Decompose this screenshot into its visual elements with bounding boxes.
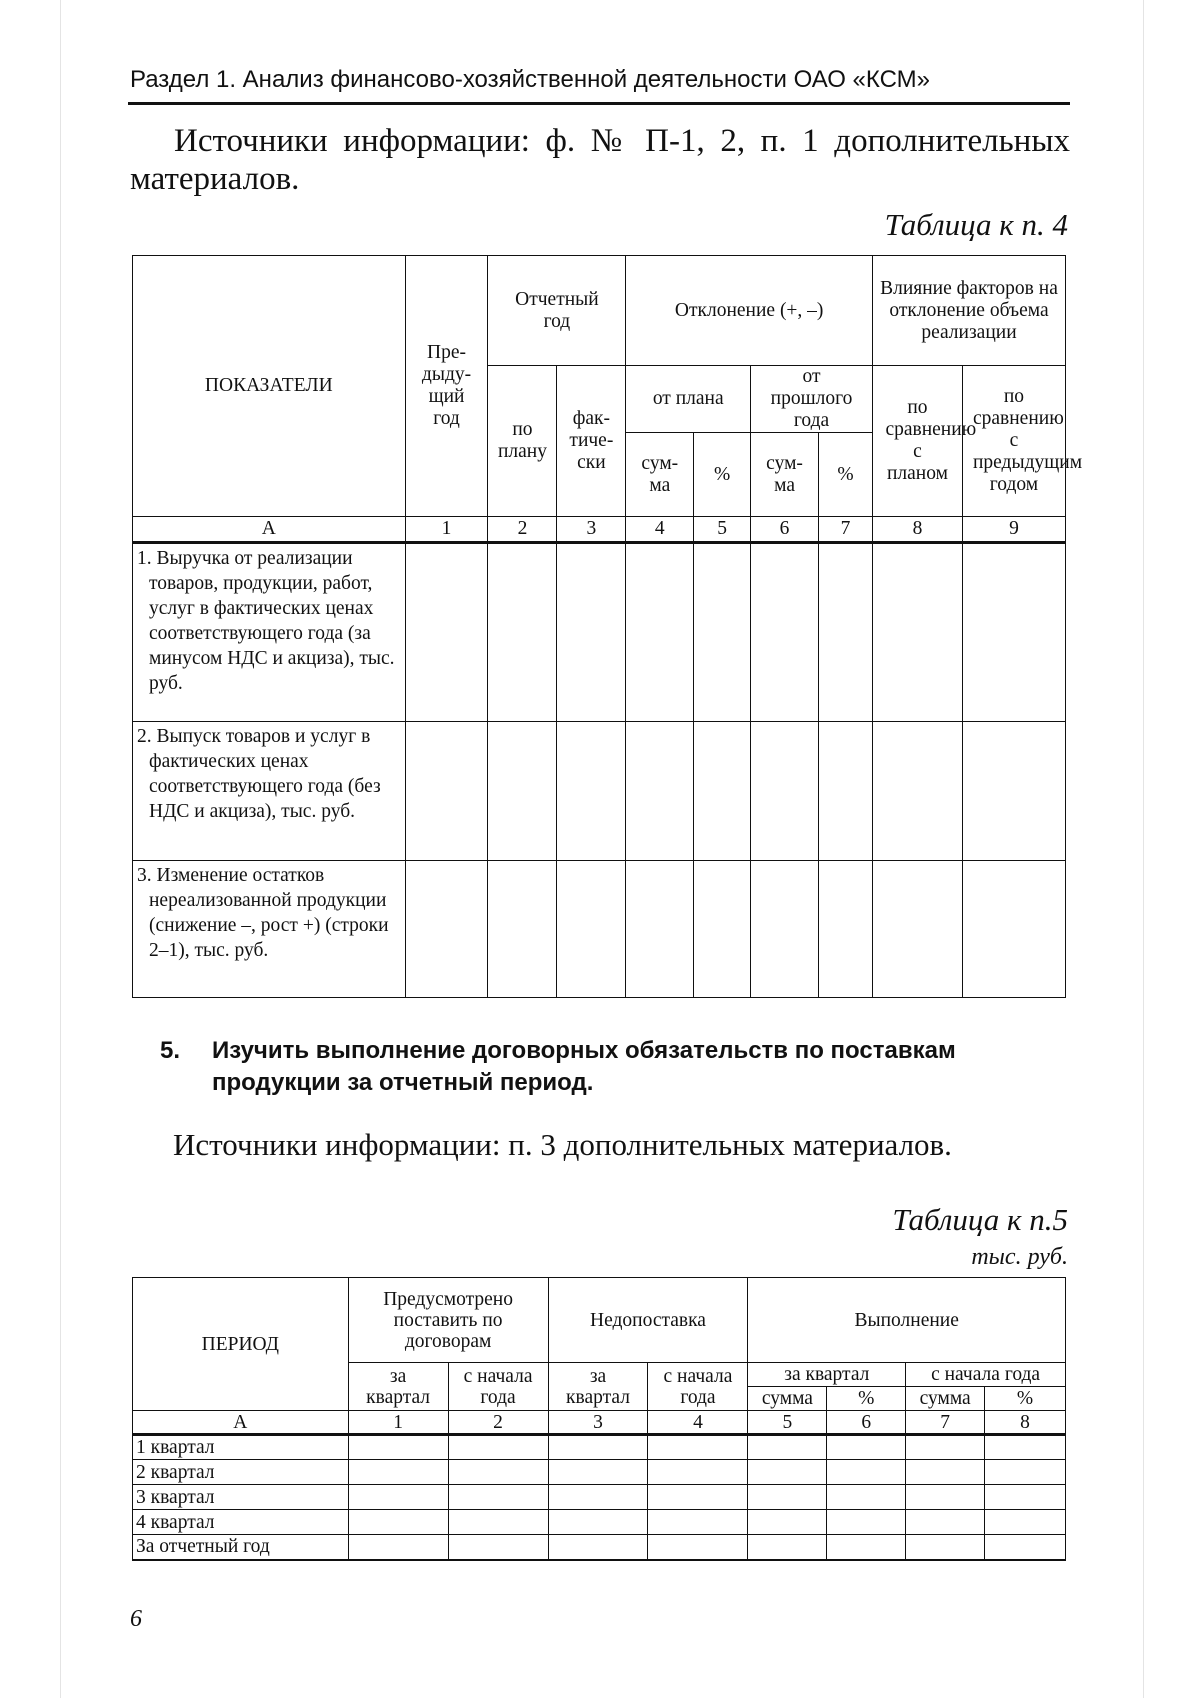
header-from-year-start: с начала года — [448, 1363, 548, 1411]
data-cell — [448, 1435, 548, 1460]
col-number: 4 — [648, 1411, 748, 1435]
data-cell — [694, 722, 751, 861]
row-label: 1. Выручка от реализации товаров, продукции, работ, услуг в фактических ценах соответствующего года (за минусом НДС и акциза), тыс. руб. — [133, 543, 406, 722]
data-cell — [827, 1535, 906, 1560]
header-sum-2: сум-ма — [751, 433, 819, 517]
col-number: 4 — [626, 517, 694, 543]
col-number: 3 — [557, 517, 626, 543]
header-from-plan: от плана — [626, 366, 751, 433]
header-from-year-start: с начала года — [648, 1363, 748, 1411]
data-cell — [827, 1460, 906, 1485]
data-cell — [626, 861, 694, 998]
header-pct-2: % — [819, 433, 873, 517]
data-cell — [648, 1510, 748, 1535]
table-5 — [132, 1277, 1066, 1561]
col-number: 6 — [827, 1411, 906, 1435]
col-number: 5 — [694, 517, 751, 543]
table-row — [133, 861, 1066, 998]
task-text: Изучить выполнение договорных обязательств по поставкам продукции за отчетный период. — [212, 1037, 956, 1096]
data-cell — [548, 1510, 648, 1535]
header-per-quarter: за квартал — [348, 1363, 448, 1411]
table-row — [133, 1510, 1066, 1535]
data-cell — [448, 1485, 548, 1510]
col-number: 6 — [751, 517, 819, 543]
row-label: 2 квартал — [133, 1460, 349, 1485]
data-cell — [348, 1485, 448, 1510]
row-label: 4 квартал — [133, 1510, 349, 1535]
header-sum-1: сум-ма — [626, 433, 694, 517]
data-cell — [748, 1510, 827, 1535]
data-cell — [906, 1535, 985, 1560]
data-cell — [985, 1460, 1066, 1485]
data-cell — [748, 1485, 827, 1510]
table-row — [133, 1460, 1066, 1485]
col-number: 8 — [985, 1411, 1066, 1435]
table-4 — [132, 255, 1083, 998]
header-rule — [128, 102, 1070, 105]
header-sum: сумма — [748, 1387, 827, 1411]
header-previous-year: Пре-дыду-щий год — [405, 256, 488, 517]
data-cell — [748, 1435, 827, 1460]
col-number: 1 — [405, 517, 488, 543]
data-cell — [348, 1460, 448, 1485]
header-per-quarter: за квартал — [748, 1363, 906, 1387]
header-per-quarter: за квартал — [548, 1363, 648, 1411]
data-cell — [557, 861, 626, 998]
table-row — [133, 722, 1066, 861]
col-number: 7 — [906, 1411, 985, 1435]
table-row — [133, 1435, 1066, 1460]
data-cell — [648, 1485, 748, 1510]
header-vs-plan: по сравнению с планом — [872, 366, 962, 517]
header-fulfillment: Выполнение — [748, 1278, 1066, 1363]
row-label: За отчетный год — [133, 1535, 349, 1560]
sources-paragraph-1: Источники информации: ф. № П-1, 2, п. 1 дополнительных материалов. — [130, 123, 1070, 197]
header-period: ПЕРИОД — [133, 1278, 349, 1411]
data-cell — [448, 1535, 548, 1560]
table5-unit: тыс. руб. — [971, 1244, 1068, 1270]
data-cell — [985, 1510, 1066, 1535]
data-cell — [962, 722, 1065, 861]
data-cell — [751, 861, 819, 998]
header-influence: Влияние факторов на отклонение объема реализации — [872, 256, 1065, 366]
data-cell — [557, 722, 626, 861]
data-cell — [819, 861, 873, 998]
table-row — [133, 1535, 1066, 1560]
header-from-year-start: с начала года — [906, 1363, 1066, 1387]
row-label: 2. Выпуск товаров и услуг в фактических ценах соответствующего года (без НДС и акциза), тыс. руб. — [133, 722, 406, 861]
col-number: 2 — [488, 517, 557, 543]
data-cell — [985, 1535, 1066, 1560]
table-row — [133, 1485, 1066, 1510]
data-cell — [405, 543, 488, 722]
data-cell — [694, 861, 751, 998]
header-indicators: ПОКАЗАТЕЛИ — [133, 256, 406, 517]
col-number: 7 — [819, 517, 873, 543]
data-cell — [548, 1460, 648, 1485]
col-number: 3 — [548, 1411, 648, 1435]
data-cell — [827, 1485, 906, 1510]
data-cell — [751, 543, 819, 722]
data-cell — [557, 543, 626, 722]
table-row — [133, 543, 1066, 722]
data-cell — [548, 1535, 648, 1560]
col-number: 9 — [962, 517, 1065, 543]
data-cell — [488, 861, 557, 998]
table5-caption: Таблица к п.5 — [892, 1202, 1068, 1237]
col-number: 5 — [748, 1411, 827, 1435]
col-number: А — [133, 517, 406, 543]
task-number: 5. — [160, 1037, 181, 1064]
data-cell — [548, 1485, 648, 1510]
data-cell — [872, 543, 962, 722]
header-from-last-year: от прошлого года — [751, 366, 873, 433]
header-pct-1: % — [694, 433, 751, 517]
data-cell — [626, 543, 694, 722]
data-cell — [488, 543, 557, 722]
data-cell — [962, 861, 1065, 998]
data-cell — [548, 1435, 648, 1460]
data-cell — [488, 722, 557, 861]
data-cell — [405, 722, 488, 861]
data-cell — [348, 1535, 448, 1560]
data-cell — [448, 1510, 548, 1535]
data-cell — [648, 1535, 748, 1560]
header-report-year: Отчетный год — [488, 256, 626, 366]
data-cell — [748, 1535, 827, 1560]
data-cell — [648, 1435, 748, 1460]
table4-caption: Таблица к п. 4 — [884, 207, 1068, 242]
data-cell — [872, 722, 962, 861]
data-cell — [626, 722, 694, 861]
header-by-plan: по плану — [488, 366, 557, 517]
row-label: 1 квартал — [133, 1435, 349, 1460]
col-number: 2 — [448, 1411, 548, 1435]
data-cell — [827, 1510, 906, 1535]
data-cell — [827, 1435, 906, 1460]
section-header: Раздел 1. Анализ финансово-хозяйственной деятельности ОАО «КСМ» — [130, 66, 930, 93]
data-cell — [748, 1460, 827, 1485]
data-cell — [906, 1510, 985, 1535]
data-cell — [906, 1435, 985, 1460]
data-cell — [985, 1435, 1066, 1460]
page-number: 6 — [130, 1606, 142, 1632]
data-cell — [819, 722, 873, 861]
col-number: 8 — [872, 517, 962, 543]
data-cell — [648, 1460, 748, 1485]
row-label: 3. Изменение остатков нереализованной продукции (снижение –, рост +) (строки 2–1), тыс. руб. — [133, 861, 406, 998]
col-number: А — [133, 1411, 349, 1435]
data-cell — [348, 1510, 448, 1535]
data-cell — [405, 861, 488, 998]
sources-paragraph-2: Источники информации: п. 3 дополнительных материалов. — [173, 1127, 952, 1162]
header-pct: % — [985, 1387, 1066, 1411]
data-cell — [906, 1485, 985, 1510]
data-cell — [962, 543, 1065, 722]
header-shortfall: Недопоставка — [548, 1278, 748, 1363]
data-cell — [819, 543, 873, 722]
header-deviation: Отклонение (+, –) — [626, 256, 873, 366]
data-cell — [906, 1460, 985, 1485]
header-actual: фак-тиче-ски — [557, 366, 626, 517]
row-label: 3 квартал — [133, 1485, 349, 1510]
data-cell — [985, 1485, 1066, 1510]
data-cell — [751, 722, 819, 861]
header-vs-prev-year: по сравнению с предыдущим годом — [962, 366, 1065, 517]
data-cell — [348, 1435, 448, 1460]
data-cell — [872, 861, 962, 998]
header-planned: Предусмотрено поставить по договорам — [348, 1278, 548, 1363]
col-number: 1 — [348, 1411, 448, 1435]
data-cell — [694, 543, 751, 722]
data-cell — [448, 1460, 548, 1485]
header-sum: сумма — [906, 1387, 985, 1411]
header-pct: % — [827, 1387, 906, 1411]
